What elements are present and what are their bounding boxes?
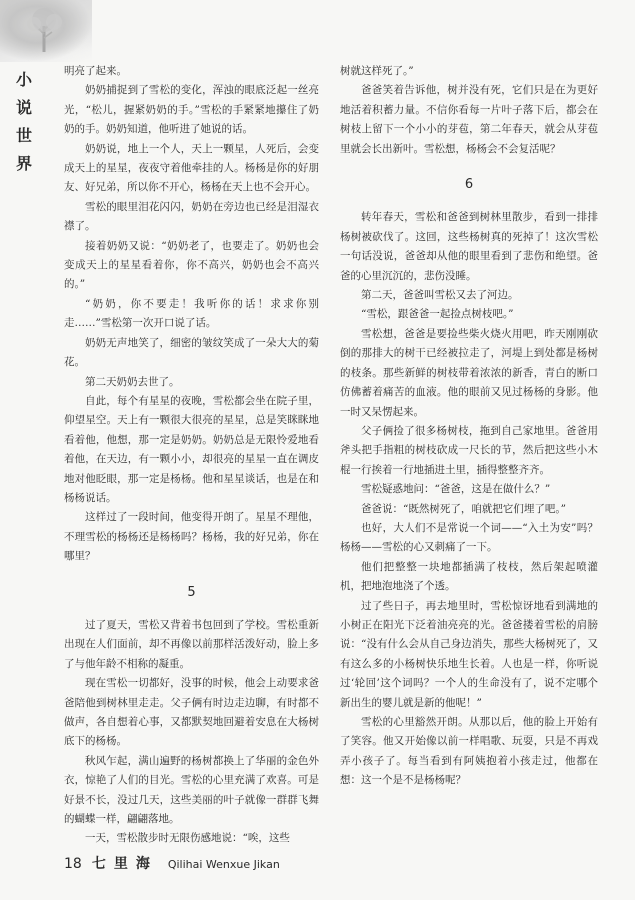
tree-illustration-icon — [20, 6, 68, 54]
paragraph: 第二天，爸爸叫雪松又去了河边。 — [361, 289, 519, 302]
paragraph: 现在雪松一切都好，没事的时候，他会上动要求爸爸陪他到树林里走走。父子俩有时边走边聊，有时都不做声，各自想着心事，又都默契地回避着安息在大杨树底下的杨杨。 — [64, 677, 319, 748]
section-label: 小说世界 — [15, 70, 32, 173]
paragraph: 这样过了一段时间，他变得开朗了。星星不理他，不理雪松的杨杨还是杨杨吗？杨杨，我的好兄弟，你在哪里？ — [64, 511, 319, 563]
paragraph: 一天，雪松散步时无限伤感地说：“唉，这些 — [85, 832, 290, 845]
magazine-title-cn: 七里海 — [91, 856, 158, 872]
paragraph: 自此，每个有星星的夜晚，雪松都会坐在院子里，仰望星空。天上有一颗很大很亮的星星，总是笑眯眯地看着他，他想，那一定是奶奶。奶奶总是无限怜爱地看着他，在天边，有一颗小小，却很亮的星星一直在调皮地对他眨眼，那一定是杨杨。他和星星谈话，也是在和杨杨说话。 — [64, 394, 319, 504]
chapter-number: 6 — [464, 177, 474, 193]
paragraph: 奶奶说，地上一个人，天上一颗星，人死后，会变成天上的星星，夜夜守着他牵挂的人。杨杨是你的好朋友、好兄弟，所以你不开心，杨杨在天上也不会开心。 — [64, 142, 319, 194]
page-footer — [64, 853, 280, 873]
paragraph: 奶奶捕捉到了雪松的变化，浑浊的眼底泛起一丝亮光，“松儿，握紧奶奶的手。”雪松的手紧紧地攥住了奶奶的手。奶奶知道，他听进了她说的话。 — [64, 84, 319, 136]
paragraph: “雪松，跟爸爸一起捡点树枝吧。” — [361, 308, 514, 321]
paragraph: 树就这样死了。” — [340, 65, 414, 77]
paragraph: “奶奶，你不要走！我听你的话！求求你别走……”雪松第一次开口说了话。 — [64, 297, 319, 330]
paragraph: 第二天奶奶去世了。 — [85, 375, 180, 388]
paragraph: 爸爸笑着告诉他，树并没有死，它们只是在为更好地活着积蓄力量。不信你看每一片叶子落下后，都会在树枝上留下一个小小的芽苞，第二年春天，就会从芽苞里就会长出新叶。雪松想，杨杨会不会复活呢？ — [340, 84, 598, 155]
paragraph: 雪松疑惑地问：“爸爸，这是在做什么？” — [361, 483, 551, 496]
paragraph: 过了些日子，再去地里时，雪松惊讶地看到满地的小树正在阳光下泛着油亮亮的光。爸爸搂着雪松的肩膀说：“没有什么会从自己身边消失，那些大杨树死了，又有这么多的小杨树快乐地生长着。人也是一样，你听说过‘轮回’这个词吗？一个人的生命没有了，说不定哪个新出生的婴儿就是新的他呢！” — [340, 599, 598, 709]
paragraph: 奶奶无声地笑了，细密的皱纹笑成了一朵大大的菊花。 — [64, 336, 319, 369]
paragraph: 明亮了起来。 — [64, 65, 127, 77]
chapter-number: 5 — [187, 584, 196, 600]
page-number: 18 — [64, 856, 82, 872]
paragraph: 雪松的眼里泪花闪闪，奶奶在旁边也已经是泪湿衣襟了。 — [64, 200, 319, 233]
header-decoration — [0, 0, 92, 62]
paragraph: 他们把整整一块地都插满了枝枝，然后架起喷灌机，把地泡地浇了个透。 — [340, 560, 598, 593]
paragraph: 雪松的心里豁然开朗。从那以后，他的脸上开始有了笑容。他又开始像以前一样唱歌、玩耍，只是不再戏弄小孩子了。每当看到有阿姨抱着小孩走过，他都在想：这一个是不是杨杨呢？ — [340, 716, 598, 787]
paragraph: 父子俩捡了很多杨树枝，拖到自己家地里。爸爸用斧头把手指粗的树枝砍成一尺长的节，然后把这些小木棍一行挨着一行地插进土里，插得整整齐齐。 — [340, 424, 598, 476]
paragraph: 秋风乍起，满山遍野的杨树都换上了华丽的金色外衣，惊艳了人们的目光。雪松的心里充满了欢喜。可是好景不长，没过几天，这些美丽的叶子就像一群群飞舞的蝴蝶一样，翩翩落地。 — [64, 754, 319, 826]
paragraph: 过了夏天，雪松又背着书包回到了学校。雪松重新出现在人们面前，却不再像以前那样活泼好动，脸上多了与他年龄不相称的凝重。 — [64, 618, 319, 670]
paragraph: 接着奶奶又说：“奶奶老了，也要走了。奶奶也会变成天上的星星看着你，你不高兴，奶奶也会不高兴的。” — [64, 239, 319, 291]
magazine-title-en: Qilihai Wenxue Jikan — [167, 858, 280, 871]
paragraph: 雪松想，爸爸是要捡些柴火烧火用吧，昨天刚刚砍倒的那排大的树干已经被拉走了，河堤上到处都是杨树的枝条。那些新鲜的树枝带着浓浓的新香，青白的断口仿佛蓄着痛苦的血液。他的眼前又见过杨杨的身影。他一时又呆愣起来。 — [340, 327, 598, 418]
paragraph: 转年春天，雪松和爸爸到树林里散步，看到一排排杨树被砍伐了。这回，这些杨树真的死掉了！这次雪松一句话没说，爸爸却从他的眼里看到了悲伤和绝望。爸爸的心里沉沉的，悲伤没睡。 — [340, 211, 598, 282]
paragraph: 爸爸说：“既然树死了，咱就把它们埋了吧。” — [361, 502, 566, 515]
right-column — [340, 62, 598, 791]
left-column — [64, 62, 319, 849]
paragraph: 也好，大人们不是常说一个词——“入土为安”吗？杨杨——雪松的心又刺痛了一下。 — [340, 521, 598, 554]
